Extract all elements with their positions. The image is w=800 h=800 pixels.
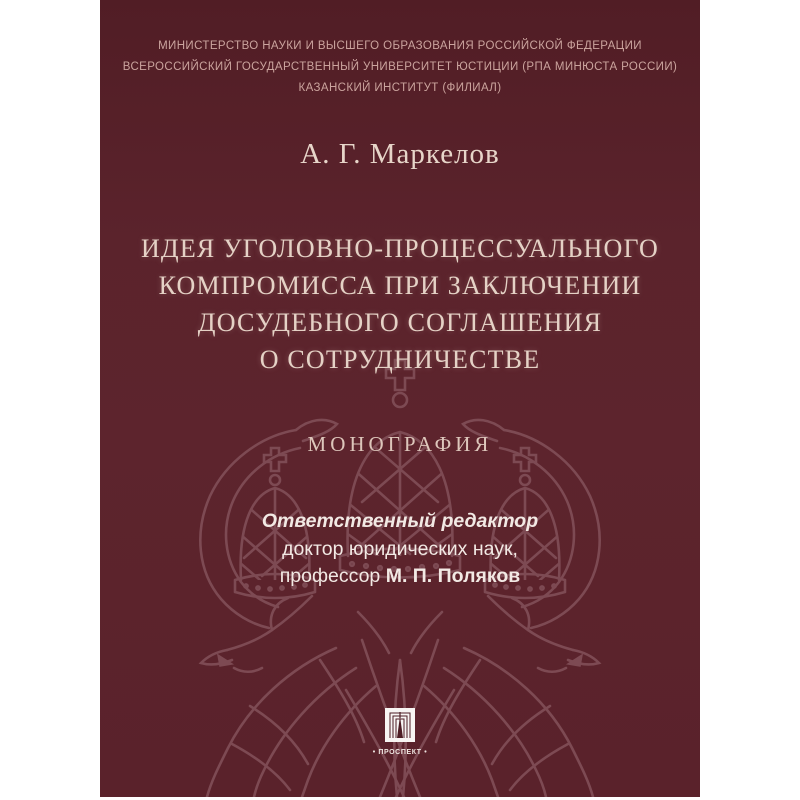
editor-title-prefix: профессор: [279, 565, 386, 587]
editor-name: М. П. Поляков: [385, 565, 521, 587]
book-cover: [100, 0, 700, 797]
double-headed-eagle-watermark: [100, 0, 700, 797]
book-title: [100, 230, 700, 378]
institution-line-2: ВСЕРОССИЙСКИЙ ГОСУДАРСТВЕННЫЙ УНИВЕРСИТЕТ ЮСТИЦИИ (РПА МИНЮСТА РОССИИ): [122, 61, 678, 73]
editor-degree: доктор юридических наук,: [282, 537, 518, 560]
title-line-1: ИДЕЯ УГОЛОВНО-ПРОЦЕССУАЛЬНОГО: [140, 234, 660, 263]
title-line-2: КОМПРОМИССА ПРИ ЗАКЛЮЧЕНИИ: [158, 271, 642, 300]
editor-block: [100, 508, 700, 591]
author-name: А. Г. Маркелов: [300, 138, 500, 170]
editor-role: Ответственный редактор: [261, 510, 539, 532]
title-line-4: О СОТРУДНИЧЕСТВЕ: [259, 345, 541, 374]
subtitle-monograph: МОНОГРАФИЯ: [307, 432, 493, 456]
institution-line-1: МИНИСТЕРСТВО НАУКИ И ВЫСШЕГО ОБРАЗОВАНИЯ РОССИЙСКОЙ ФЕДЕРАЦИИ: [158, 40, 642, 52]
editor-name-line: [100, 563, 700, 591]
institution-line-3: КАЗАНСКИЙ ИНСТИТУТ (ФИЛИАЛ): [298, 82, 502, 94]
publisher-block: [100, 708, 700, 757]
title-line-3: ДОСУДЕБНОГО СОГЛАШЕНИЯ: [197, 308, 603, 337]
publisher-name: • ПРОСПЕКТ •: [372, 749, 428, 756]
institution-header: [100, 36, 700, 99]
prospekt-logo-icon: [385, 708, 415, 742]
